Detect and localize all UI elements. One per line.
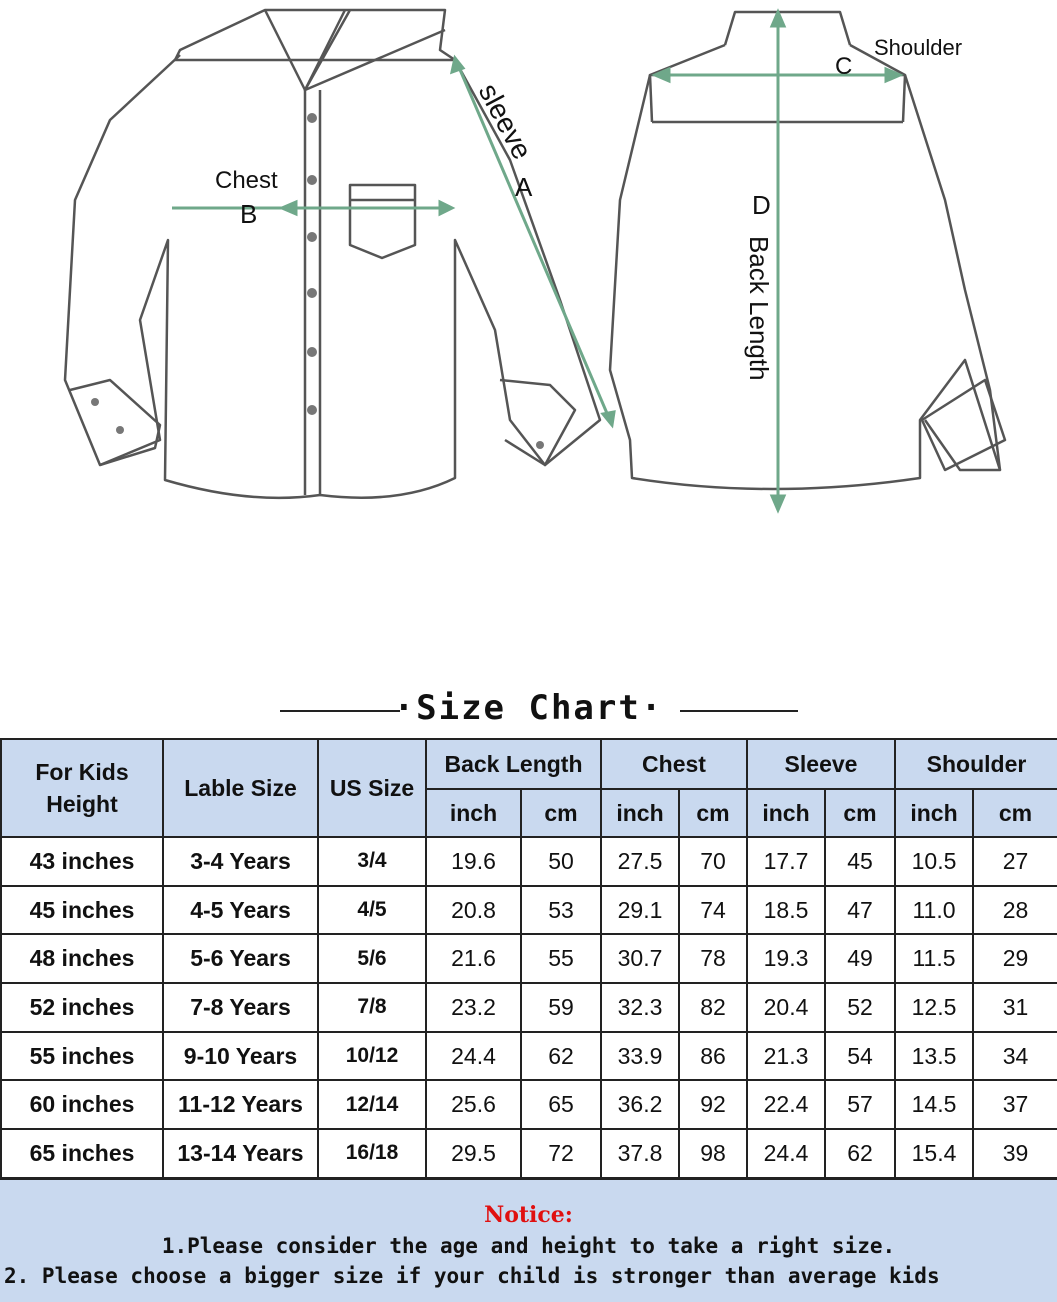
sleeve-cm-cell: 49 xyxy=(825,934,895,983)
back-length-inch-cell: 24.4 xyxy=(426,1032,521,1081)
label-size-cell: 11-12 Years xyxy=(163,1080,318,1129)
shoulder-label: Shoulder xyxy=(874,35,963,60)
sleeve-inch-cell: 22.4 xyxy=(747,1080,825,1129)
sleeve-inch-cell: 18.5 xyxy=(747,886,825,935)
chest-cm-cell: 82 xyxy=(679,983,747,1032)
subheader-cm: cm xyxy=(825,789,895,837)
sleeve-inch-cell: 21.3 xyxy=(747,1032,825,1081)
chest-inch-cell: 29.1 xyxy=(601,886,679,935)
subheader-inch: inch xyxy=(601,789,679,837)
chest-inch-cell: 33.9 xyxy=(601,1032,679,1081)
sleeve-cm-cell: 62 xyxy=(825,1129,895,1178)
shoulder-cm-cell: 28 xyxy=(973,886,1057,935)
notice-box xyxy=(0,1178,1057,1302)
us-size-cell: 5/6 xyxy=(318,934,426,983)
shoulder-cm-cell: 29 xyxy=(973,934,1057,983)
table-row xyxy=(1,1129,1057,1178)
header-label-size: Lable Size xyxy=(163,739,318,837)
chest-inch-cell: 27.5 xyxy=(601,837,679,886)
back-length-inch-cell: 23.2 xyxy=(426,983,521,1032)
label-size-cell: 3-4 Years xyxy=(163,837,318,886)
header-back-length: Back Length xyxy=(426,739,601,789)
shoulder-inch-cell: 11.0 xyxy=(895,886,973,935)
chest-cm-cell: 74 xyxy=(679,886,747,935)
label-size-cell: 5-6 Years xyxy=(163,934,318,983)
sleeve-letter-label: A xyxy=(515,172,533,202)
us-size-cell: 16/18 xyxy=(318,1129,426,1178)
header-us-size: US Size xyxy=(318,739,426,837)
back-length-cm-cell: 53 xyxy=(521,886,601,935)
subheader-cm: cm xyxy=(679,789,747,837)
shoulder-cm-cell: 34 xyxy=(973,1032,1057,1081)
shoulder-inch-cell: 14.5 xyxy=(895,1080,973,1129)
back-length-inch-cell: 19.6 xyxy=(426,837,521,886)
subheader-inch: inch xyxy=(747,789,825,837)
chest-cm-cell: 92 xyxy=(679,1080,747,1129)
back-length-cm-cell: 65 xyxy=(521,1080,601,1129)
sleeve-label: sleeve xyxy=(472,78,539,165)
subheader-inch: inch xyxy=(895,789,973,837)
height-cell: 52 inches xyxy=(1,983,163,1032)
sleeve-inch-cell: 17.7 xyxy=(747,837,825,886)
table-row xyxy=(1,1080,1057,1129)
title-right-rule xyxy=(680,710,798,712)
sleeve-cm-cell: 47 xyxy=(825,886,895,935)
height-cell: 55 inches xyxy=(1,1032,163,1081)
label-size-cell: 13-14 Years xyxy=(163,1129,318,1178)
us-size-cell: 12/14 xyxy=(318,1080,426,1129)
notice-line-1: 1.Please consider the age and height to take a right size. xyxy=(161,1234,896,1258)
chest-letter-label: B xyxy=(240,199,258,229)
height-cell: 45 inches xyxy=(1,886,163,935)
sleeve-inch-cell: 19.3 xyxy=(747,934,825,983)
header-chest: Chest xyxy=(601,739,747,789)
notice-title: Notice: xyxy=(484,1202,573,1228)
label-size-cell: 9-10 Years xyxy=(163,1032,318,1081)
subheader-cm: cm xyxy=(521,789,601,837)
shoulder-inch-cell: 13.5 xyxy=(895,1032,973,1081)
back-shirt-outline xyxy=(610,12,1005,489)
header-height: For Kids Height xyxy=(1,739,163,837)
chest-inch-cell: 32.3 xyxy=(601,983,679,1032)
height-cell: 48 inches xyxy=(1,934,163,983)
us-size-cell: 7/8 xyxy=(318,983,426,1032)
table-row xyxy=(1,983,1057,1032)
back-length-inch-cell: 25.6 xyxy=(426,1080,521,1129)
shoulder-letter-label: C xyxy=(835,53,853,80)
size-chart-title: ·Size Chart· xyxy=(393,688,664,728)
height-cell: 43 inches xyxy=(1,837,163,886)
shoulder-inch-cell: 15.4 xyxy=(895,1129,973,1178)
chest-label: Chest xyxy=(215,167,278,194)
back-length-cm-cell: 50 xyxy=(521,837,601,886)
table-row xyxy=(1,934,1057,983)
notice-line-2: 2. Please choose a bigger size if your child is stronger than average kids xyxy=(4,1264,940,1288)
shoulder-inch-cell: 12.5 xyxy=(895,983,973,1032)
height-cell: 65 inches xyxy=(1,1129,163,1178)
shirt-measurement-diagram xyxy=(0,0,1057,560)
back-length-inch-cell: 21.6 xyxy=(426,934,521,983)
back-length-inch-cell: 20.8 xyxy=(426,886,521,935)
table-row xyxy=(1,886,1057,935)
us-size-cell: 3/4 xyxy=(318,837,426,886)
height-cell: 60 inches xyxy=(1,1080,163,1129)
front-shirt-outline xyxy=(65,10,600,498)
subheader-inch: inch xyxy=(426,789,521,837)
chest-measure-line xyxy=(172,202,452,214)
back-length-letter-label: D xyxy=(752,190,771,220)
shoulder-inch-cell: 11.5 xyxy=(895,934,973,983)
chest-inch-cell: 37.8 xyxy=(601,1129,679,1178)
sleeve-measure-line xyxy=(452,58,614,425)
chest-cm-cell: 86 xyxy=(679,1032,747,1081)
sleeve-inch-cell: 20.4 xyxy=(747,983,825,1032)
table-row xyxy=(1,837,1057,886)
sleeve-inch-cell: 24.4 xyxy=(747,1129,825,1178)
chest-inch-cell: 30.7 xyxy=(601,934,679,983)
shoulder-cm-cell: 27 xyxy=(973,837,1057,886)
back-length-label: Back Length xyxy=(744,236,774,381)
size-chart-table xyxy=(0,738,1057,1179)
chest-cm-cell: 98 xyxy=(679,1129,747,1178)
size-chart-title-row xyxy=(0,680,1057,740)
header-shoulder: Shoulder xyxy=(895,739,1057,789)
header-sleeve: Sleeve xyxy=(747,739,895,789)
table-row xyxy=(1,1032,1057,1081)
back-length-cm-cell: 59 xyxy=(521,983,601,1032)
label-size-cell: 7-8 Years xyxy=(163,983,318,1032)
chest-inch-cell: 36.2 xyxy=(601,1080,679,1129)
sleeve-cm-cell: 57 xyxy=(825,1080,895,1129)
label-size-cell: 4-5 Years xyxy=(163,886,318,935)
sleeve-cm-cell: 45 xyxy=(825,837,895,886)
shoulder-cm-cell: 39 xyxy=(973,1129,1057,1178)
back-length-cm-cell: 55 xyxy=(521,934,601,983)
us-size-cell: 4/5 xyxy=(318,886,426,935)
back-length-cm-cell: 62 xyxy=(521,1032,601,1081)
shoulder-inch-cell: 10.5 xyxy=(895,837,973,886)
chest-cm-cell: 70 xyxy=(679,837,747,886)
sleeve-cm-cell: 52 xyxy=(825,983,895,1032)
chest-cm-cell: 78 xyxy=(679,934,747,983)
sleeve-cm-cell: 54 xyxy=(825,1032,895,1081)
shoulder-cm-cell: 37 xyxy=(973,1080,1057,1129)
shoulder-cm-cell: 31 xyxy=(973,983,1057,1032)
us-size-cell: 10/12 xyxy=(318,1032,426,1081)
subheader-cm: cm xyxy=(973,789,1057,837)
back-length-inch-cell: 29.5 xyxy=(426,1129,521,1178)
back-length-cm-cell: 72 xyxy=(521,1129,601,1178)
